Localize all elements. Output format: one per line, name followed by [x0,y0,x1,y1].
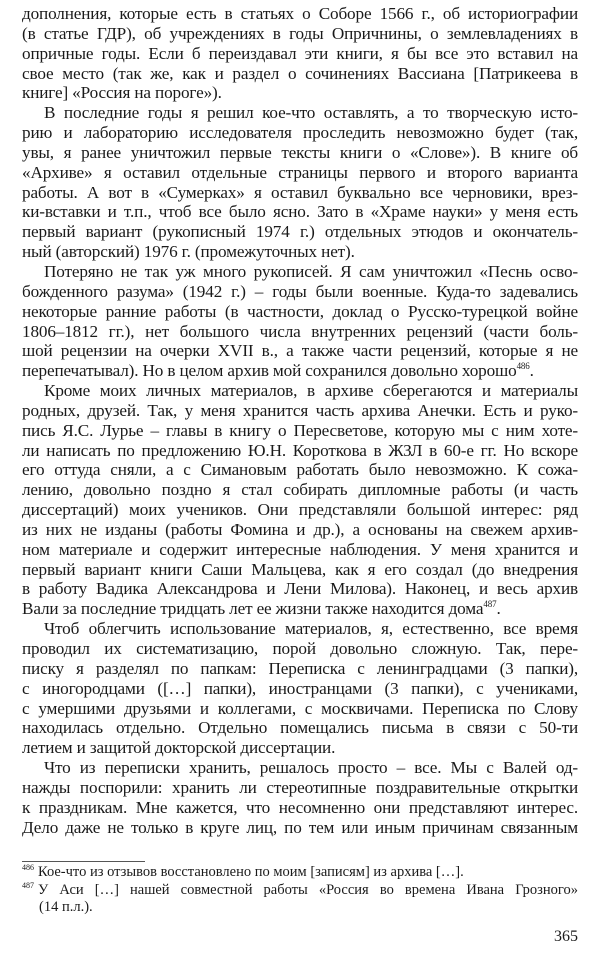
line-text: проводил их систематизацию, порой довольно сложную. Так, пере- [22,639,578,658]
text-line [22,560,578,580]
body-text [22,4,578,837]
text-line [22,123,578,143]
text-line [22,202,578,222]
line-text: из них не изданы (работы Фомина и др.), а основаны на свежем архив- [22,519,578,539]
line-text: диссертаций) моих учеников. Они представляли большой интерес: ряд [22,500,578,520]
line-text: 1806–1812 гг.), нет большого числа внутренних рецензий (части боль- [22,321,578,341]
line-text: работы. А вот в «Сумерках» я оставил буквально все черновики, врез- [22,182,578,202]
text-line [22,242,578,262]
line-text: с иногородцами ([…] папки), иностранцами (3 папки), с учениками, [22,678,578,698]
line-text: Что из переписки хранить, решалось просто – все. Мы с Валей од- [44,758,578,778]
text-line [22,599,578,619]
text-line [22,24,578,44]
text-line [22,4,578,24]
text-line [22,341,578,361]
line-text: ли написать по предложению Ю.Н. Короткова в ЖЗЛ в 60-е гг. Но вскоре [22,440,578,460]
line-text: рию и лабораторию исследователя проследить невозможно будет (так, [22,123,578,143]
text-line [22,798,578,818]
paragraph [22,103,578,262]
paragraph [22,4,578,103]
line-text: ный (авторский) 1976 г. (промежуточных нет). [22,242,355,262]
footnote-line [22,882,578,900]
text-line [22,699,578,719]
text-line [22,579,578,599]
paragraph [22,758,578,837]
line-text: опричные годы. Если б переиздавал эти книги, я бы все это вставил на [22,43,578,63]
line-text: В последние годы я решил кое-что оставлять, а то творческую исто- [44,103,578,123]
line-text: лению, довольно поздно я стал собирать дипломные работы (и часть [22,480,578,500]
line-text: Чтоб облегчить использование материалов, я, естественно, все время [44,619,578,639]
text-line [22,500,578,520]
text-line [22,480,578,500]
text-line [22,778,578,798]
line-text: его оттуда сняли, а с Симановым работать было невозможно. К сожа- [22,460,578,480]
text-line [22,738,578,758]
text-line [22,222,578,242]
text-line [22,262,578,282]
text-line [22,421,578,441]
text-line [22,639,578,659]
line-text: первый вариант книги Саши Мальцева, как я его создал (до внедрения [22,559,578,579]
footnote-reference[interactable]: 487 [483,599,497,610]
text-line [22,520,578,540]
footnote-number: 486 [22,863,34,872]
punctuation: . [496,599,501,619]
line-text: книге] «Россия на пороге»). [22,83,222,103]
line-text: ки-вставки и т.п., чтоб все было ясно. Зато в «Храме науки» у меня есть [22,202,578,222]
text-line [22,322,578,342]
line-text: «Архиве» я оставил отдельные страницы первого и второго варианта [22,162,578,182]
footnote-text: У Аси […] нашей совместной работы «Россия во времена Ивана Грозного» [38,881,578,898]
text-line [22,818,578,838]
line-text: свое место (так же, как и раздел о сочинениях Вассиана [Патрикеева в [22,63,578,83]
text-line [22,183,578,203]
paragraph [22,262,578,381]
line-text: находилась отдельно. Отдельно помещались письма в связи с 50-ти [22,718,578,738]
line-text: (в статье ГДР), об учреждениях в годы Опричнины, о землевладениях в [22,23,578,43]
text-line [22,718,578,738]
line-text: Вали за последние тридцать лет ее жизни также находится дома [22,599,484,619]
line-text: писку я разделял по папкам: Переписка с ленинградцами (3 папки), [22,658,578,678]
text-line [22,758,578,778]
text-line [22,361,578,381]
line-text: нажды поспорили: хранить ли стереотипные поздравительные открытки [22,777,578,797]
page-number: 365 [554,928,578,945]
footnote-line [22,864,578,882]
text-line [22,460,578,480]
line-text: Потеряно не так уж много рукописей. Я сам уничтожил «Песнь осво- [44,261,578,281]
punctuation: . [529,361,534,381]
line-text: Дело даже не только в круге лиц, по тем или иным причинам связанным [22,817,578,837]
text-line [22,103,578,123]
line-text: к праздникам. Мне кажется, что несомненно они представляют интерес. [22,797,578,817]
line-text: с умершими друзьями и коллегами, с москвичами. Переписка по Слову [22,698,578,718]
text-line [22,679,578,699]
line-text: перепечатывал). Но в целом архив мой сохранился довольно хорошо [22,361,517,381]
footnote-separator [22,861,145,862]
text-line [22,143,578,163]
text-line [22,44,578,64]
line-text: дополнения, которые есть в статьях о Соборе 1566 г., об историографии [22,4,578,23]
line-text: божденного разума» (1942 г.) – годы были военные. Куда-то задевались [22,281,578,301]
line-text: некоторые ранние работы (в частности, доклад о Русско-турецкой войне [22,301,578,321]
footnotes [22,864,578,917]
footnote-reference[interactable]: 486 [516,361,530,372]
text-line [22,302,578,322]
footnote-number: 487 [22,880,34,890]
line-text: первый вариант (рукописный 1974 г.) отдельных этюдов и окончатель- [22,222,578,242]
footnote-line [22,899,578,917]
text-line [22,401,578,421]
text-line [22,282,578,302]
text-line [22,64,578,84]
paragraph [22,381,578,619]
footnote-text: Кое-что из отзывов восстановлено по моим [записям] из архива […]. [38,864,464,880]
text-line [22,540,578,560]
line-text: шой рецензии на очерки XVII в., а также части рецензий, которые я не [22,341,578,361]
text-line [22,163,578,183]
text-line [22,441,578,461]
text-line [22,83,578,103]
line-text: ном материале и содержит интересные наблюдения. У меня хранится и [22,539,578,559]
footnote-text: (14 п.л.). [39,899,93,915]
line-text: увы, я ранее уничтожил первые тексты книги о «Слове»). В книге об [22,142,578,162]
text-line [22,381,578,401]
paragraph [22,619,578,758]
line-text: летием и защитой докторской диссертации. [22,738,336,758]
line-text: пись Я.С. Лурье – главы в книгу о Пересветове, которую мы с ним хоте- [22,420,578,440]
line-text: в работу Вадика Александрова и Лени Милова). Наконец, и весь архив [22,579,578,599]
text-line [22,659,578,679]
line-text: родных, друзей. Так, у меня хранится часть архива Анечки. Есть и руко- [22,400,578,420]
line-text: Кроме моих личных материалов, в архиве сберегаются и материалы [44,381,578,401]
text-line [22,619,578,639]
